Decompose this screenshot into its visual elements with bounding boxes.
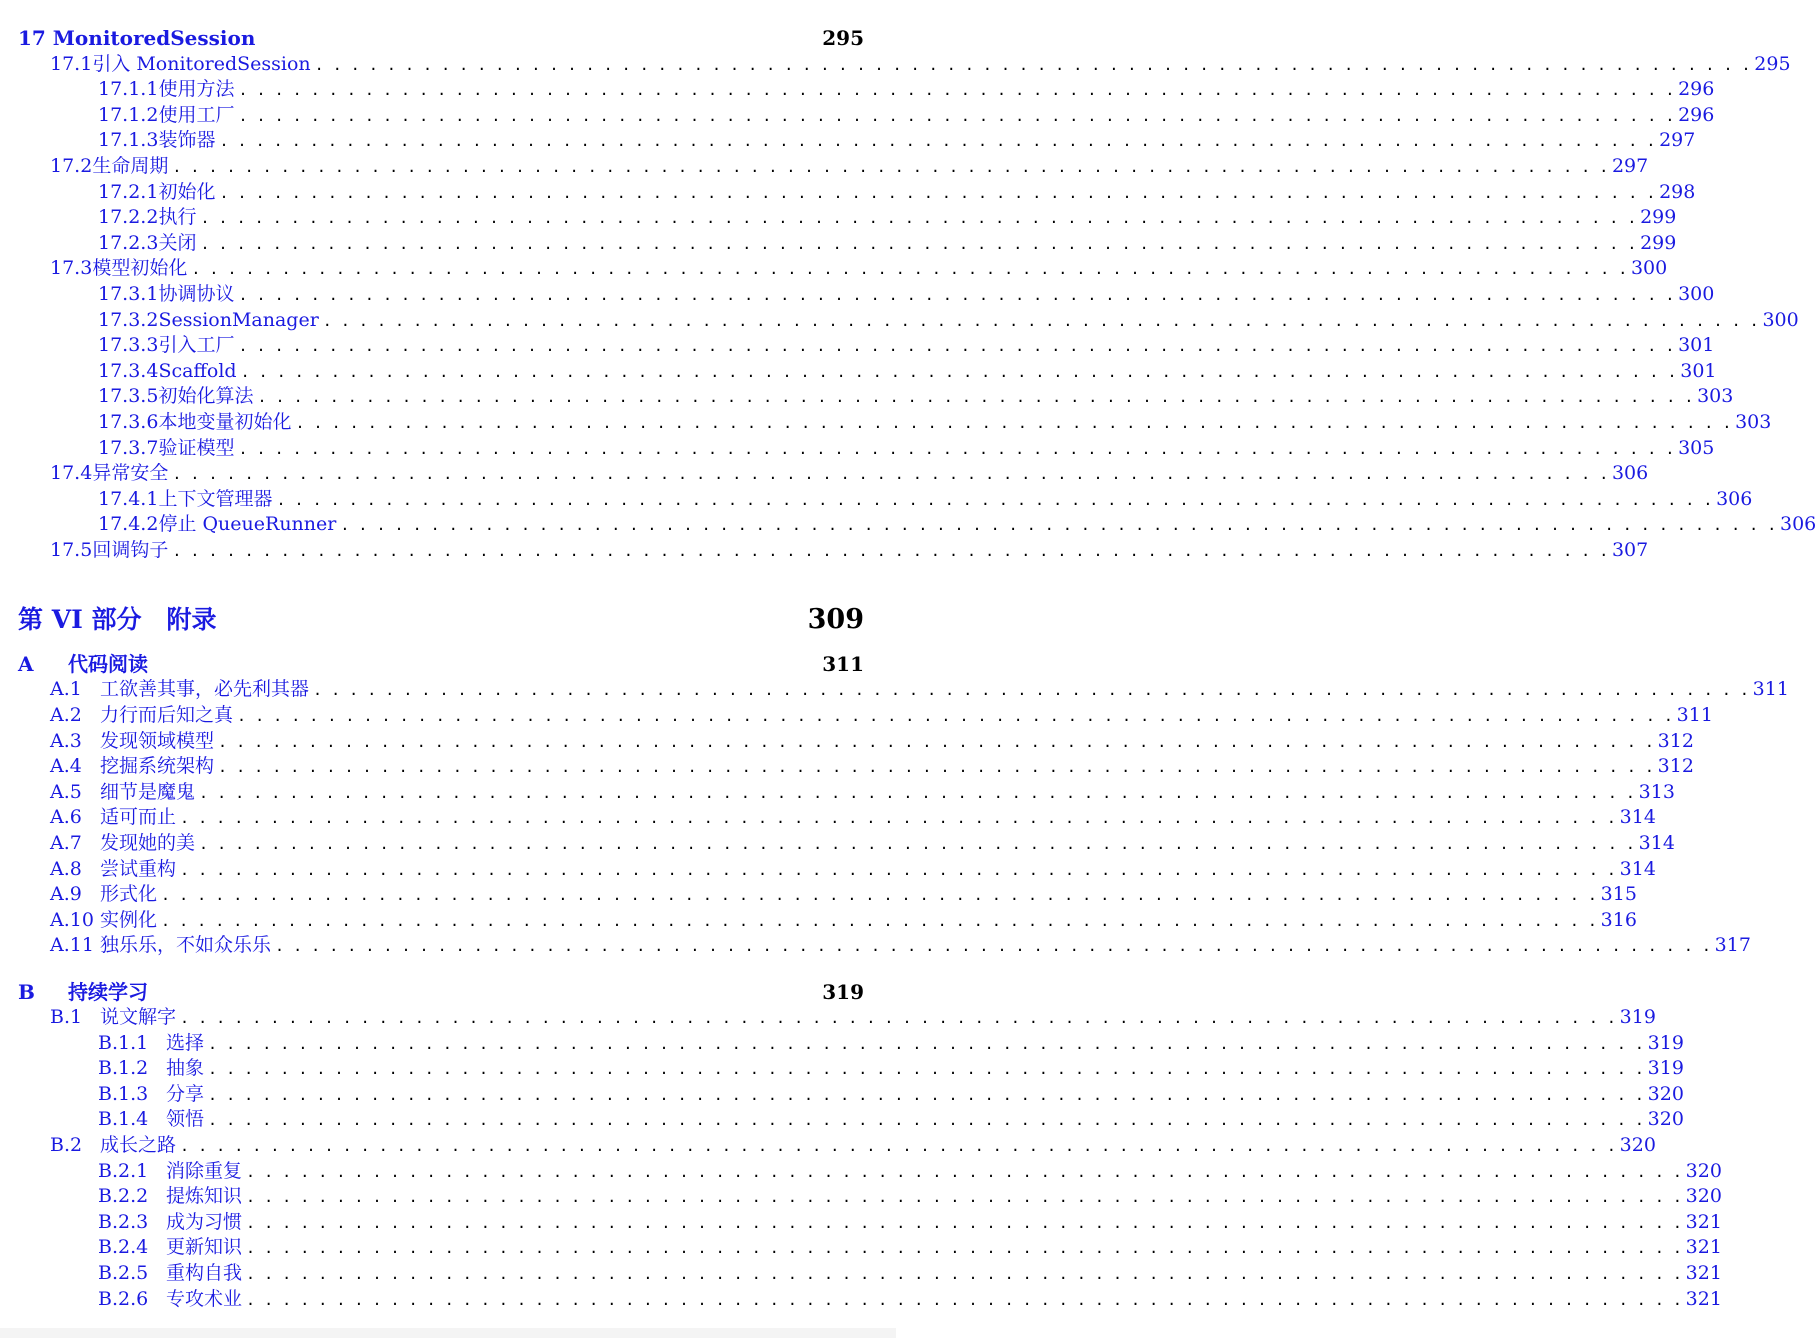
entry-title: 独乐乐，不如众乐乐: [100, 934, 272, 957]
entry-page: 314: [1619, 806, 1656, 829]
entry-number: B.2.5: [98, 1261, 149, 1284]
entry-page: 314: [1638, 832, 1675, 855]
entry-label: [98, 410, 295, 436]
entry-title: 领悟: [166, 1108, 205, 1131]
toc-entry[interactable]: [18, 77, 1715, 103]
entry-number: 17.3.4: [98, 359, 159, 382]
dot-leader: . . . . . . . . . . . . . . . . . . . . . . . . . . . . . . . . . . . . . . . . . . . . . . . . . . . . . . . . . . . . . . . . . . . . . . . . . . . . . . . .: [340, 516, 1777, 535]
toc-entry[interactable]: [18, 908, 1637, 934]
entry-label: [98, 359, 241, 385]
entry-title: 成为习惯: [166, 1210, 243, 1233]
entry-number: 17.3.7: [98, 436, 159, 459]
dot-leader: . . . . . . . . . . . . . . . . . . . . . . . . . . . . . . . . . . . . . . . . . . . . . . . . . . . . . . . . . . . . . . . . . . . . . . . . . . . . . . . .: [208, 1060, 1644, 1079]
entry-number: A.8: [50, 857, 82, 880]
dot-leader: . . . . . . . . . . . . . . . . . . . . . . . . . . . . . . . . . . . . . . . . . . . . . . . . . . . . . . . . . . . . . . . . . . . . . . . . . . . . . . . .: [314, 55, 1751, 74]
entry-number: A.2: [50, 704, 82, 727]
entry-label: [50, 780, 199, 806]
entry-number: 17.3.1: [98, 282, 159, 305]
entry-label: [50, 1133, 180, 1159]
entry-label: [98, 205, 200, 231]
entry-page: 321: [1685, 1261, 1722, 1284]
entry-number: A.10: [50, 908, 94, 931]
entry-title: 执行: [158, 206, 197, 229]
entry-label: [50, 908, 161, 934]
toc-entry[interactable]: [18, 231, 1677, 257]
dot-leader: . . . . . . . . . . . . . . . . . . . . . . . . . . . . . . . . . . . . . . . . . . . . . . . . . . . . . . . . . . . . . . . . . . . . . . . . . . . . . . . .: [246, 1162, 1682, 1181]
toc-entry[interactable]: [18, 1005, 1656, 1031]
dot-leader: . . . . . . . . . . . . . . . . . . . . . . . . . . . . . . . . . . . . . . . . . . . . . . . . . . . . . . . . . . . . . . . . . . . . . . . . . . . . . . . .: [218, 732, 1654, 751]
entry-label: [98, 180, 219, 206]
toc-entry[interactable]: [18, 857, 1656, 883]
entry-page: 314: [1619, 857, 1656, 880]
toc-entry[interactable]: [18, 729, 1694, 755]
entry-title: 使用方法: [158, 78, 235, 101]
entry-page: 320: [1685, 1185, 1722, 1208]
page-bottom-band: [0, 1328, 896, 1338]
entry-title: 成长之路: [100, 1133, 177, 1156]
dot-leader: . . . . . . . . . . . . . . . . . . . . . . . . . . . . . . . . . . . . . . . . . . . . . . . . . . . . . . . . . . . . . . . . . . . . . . . . . . . . . . . .: [208, 1034, 1644, 1053]
entry-title: 抽象: [166, 1057, 205, 1080]
dot-leader: . . . . . . . . . . . . . . . . . . . . . . . . . . . . . . . . . . . . . . . . . . . . . . . . . . . . . . . . . . . . . . . . . . . . . . . . . . . . . . . .: [246, 1213, 1682, 1232]
appendix-page: 311: [822, 652, 864, 677]
entry-number: A.6: [50, 806, 82, 829]
entry-title: 适可而止: [100, 806, 177, 829]
entry-page: 316: [1600, 908, 1637, 931]
entry-label: [50, 882, 161, 908]
entry-number: 17.2.1: [98, 180, 159, 203]
toc-entry[interactable]: [18, 205, 1677, 231]
entry-page: 306: [1780, 513, 1816, 536]
toc-entry[interactable]: [18, 677, 1789, 703]
dot-leader: . . . . . . . . . . . . . . . . . . . . . . . . . . . . . . . . . . . . . . . . . . . . . . . . . . . . . . . . . . . . . . . . . . . . . . . . . . . . . . . .: [238, 81, 1675, 100]
entry-page: 301: [1680, 359, 1717, 382]
toc-entry[interactable]: [18, 1031, 1684, 1057]
dot-leader: . . . . . . . . . . . . . . . . . . . . . . . . . . . . . . . . . . . . . . . . . . . . . . . . . . . . . . . . . . . . . . . . . . . . . . . . . . . . . . . .: [200, 209, 1637, 228]
entry-number: B.1.1: [98, 1031, 149, 1054]
chapter-page: 295: [822, 26, 864, 50]
dot-leader: . . . . . . . . . . . . . . . . . . . . . . . . . . . . . . . . . . . . . . . . . . . . . . . . . . . . . . . . . . . . . . . . . . . . . . . . . . . . . . . .: [191, 260, 1628, 279]
appendix-a-entries: [18, 677, 1789, 959]
appendix-letter: A: [18, 652, 34, 677]
entry-page: 300: [1762, 308, 1799, 331]
dot-leader: . . . . . . . . . . . . . . . . . . . . . . . . . . . . . . . . . . . . . . . . . . . . . . . . . . . . . . . . . . . . . . . . . . . . . . . . . . . . . . . .: [180, 809, 1616, 828]
toc-appendix-b[interactable]: [18, 979, 864, 1005]
entry-label: [98, 128, 219, 154]
entry-title: 初始化: [158, 180, 216, 203]
toc-entry[interactable]: [18, 1056, 1684, 1082]
toc-entry[interactable]: [18, 1210, 1722, 1236]
toc-entry[interactable]: [18, 333, 1715, 359]
entry-title: 发现她的美: [100, 832, 196, 855]
entry-number: A.1: [50, 678, 82, 701]
entry-title: 本地变量初始化: [158, 410, 292, 433]
dot-leader: . . . . . . . . . . . . . . . . . . . . . . . . . . . . . . . . . . . . . . . . . . . . . . . . . . . . . . . . . . . . . . . . . . . . . . . . . . . . . . . .: [275, 937, 1711, 956]
entry-title: 协调协议: [158, 282, 235, 305]
entry-title: 形式化: [100, 883, 158, 906]
dot-leader: . . . . . . . . . . . . . . . . . . . . . . . . . . . . . . . . . . . . . . . . . . . . . . . . . . . . . . . . . . . . . . . . . . . . . . . . . . . . . . . .: [161, 911, 1597, 930]
entry-page: 303: [1735, 410, 1772, 433]
entry-page: 300: [1678, 282, 1715, 305]
toc-page: [18, 26, 1816, 1312]
entry-label: [98, 1159, 246, 1185]
entry-number: A.9: [50, 883, 82, 906]
entry-page: 313: [1638, 780, 1675, 803]
toc-entry[interactable]: [18, 461, 1649, 487]
dot-leader: . . . . . . . . . . . . . . . . . . . . . . . . . . . . . . . . . . . . . . . . . . . . . . . . . . . . . . . . . . . . . . . . . . . . . . . . . . . . . . . .: [313, 681, 1749, 700]
entry-page: 295: [1754, 52, 1791, 75]
dot-leader: . . . . . . . . . . . . . . . . . . . . . . . . . . . . . . . . . . . . . . . . . . . . . . . . . . . . . . . . . . . . . . . . . . . . . . . . . . . . . . . .: [322, 311, 1759, 330]
toc-appendix-a[interactable]: [18, 651, 864, 677]
dot-leader: . . . . . . . . . . . . . . . . . . . . . . . . . . . . . . . . . . . . . . . . . . . . . . . . . . . . . . . . . . . . . . . . . . . . . . . . . . . . . . . .: [199, 835, 1635, 854]
toc-entry[interactable]: [18, 1159, 1722, 1185]
entry-page: 320: [1685, 1159, 1722, 1182]
entry-label: [50, 52, 315, 78]
entry-number: 17.4.2: [98, 513, 159, 536]
entry-number: 17.2.3: [98, 231, 159, 254]
entry-page: 306: [1716, 487, 1753, 510]
entry-title: 消除重复: [166, 1159, 243, 1182]
entry-title: 选择: [166, 1031, 205, 1054]
entry-number: B.2.6: [98, 1287, 149, 1310]
entry-page: 306: [1611, 462, 1649, 485]
toc-entry[interactable]: [18, 1107, 1684, 1133]
entry-title: 生命周期: [92, 154, 169, 177]
entry-number: 17.3.2: [98, 308, 159, 331]
dot-leader: . . . . . . . . . . . . . . . . . . . . . . . . . . . . . . . . . . . . . . . . . . . . . . . . . . . . . . . . . . . . . . . . . . . . . . . . . . . . . . . .: [237, 707, 1673, 726]
entry-title: 引入 MonitoredSession: [92, 52, 311, 75]
entry-number: A.4: [50, 755, 82, 778]
entry-page: 296: [1678, 78, 1715, 101]
toc-entry[interactable]: [18, 805, 1656, 831]
entry-title: 尝试重构: [100, 857, 177, 880]
entry-page: 297: [1611, 154, 1649, 177]
entry-label: [98, 1107, 208, 1133]
appendix-page: 319: [822, 980, 864, 1004]
toc-entry[interactable]: [18, 308, 1799, 334]
toc-entry[interactable]: [18, 103, 1715, 129]
toc-entry[interactable]: [18, 1184, 1722, 1210]
chapter-17-entries: [18, 52, 1816, 564]
toc-entry[interactable]: [18, 1133, 1656, 1159]
entry-label: [50, 703, 237, 729]
entry-label: [50, 729, 218, 755]
dot-leader: . . . . . . . . . . . . . . . . . . . . . . . . . . . . . . . . . . . . . . . . . . . . . . . . . . . . . . . . . . . . . . . . . . . . . . . . . . . . . . . .: [208, 1085, 1644, 1104]
entry-page: 312: [1657, 729, 1694, 752]
entry-label: [98, 1235, 246, 1261]
toc-entry[interactable]: [18, 256, 1668, 282]
toc-entry[interactable]: [18, 1261, 1722, 1287]
entry-label: [50, 754, 218, 780]
dot-leader: . . . . . . . . . . . . . . . . . . . . . . . . . . . . . . . . . . . . . . . . . . . . . . . . . . . . . . . . . . . . . . . . . . . . . . . . . . . . . . . .: [218, 758, 1654, 777]
entry-number: B.1.3: [98, 1082, 149, 1105]
entry-label: [98, 282, 238, 308]
entry-number: B.2.4: [98, 1236, 149, 1259]
entry-label: [98, 308, 323, 334]
entry-page: 299: [1640, 206, 1677, 229]
toc-part-6[interactable]: [18, 603, 864, 637]
entry-page: 319: [1619, 1006, 1656, 1028]
entry-page: 297: [1659, 129, 1696, 152]
part-page: 309: [807, 604, 864, 636]
entry-title: 装饰器: [158, 129, 216, 152]
entry-title: 发现领域模型: [100, 729, 215, 752]
dot-leader: . . . . . . . . . . . . . . . . . . . . . . . . . . . . . . . . . . . . . . . . . . . . . . . . . . . . . . . . . . . . . . . . . . . . . . . . . . . . . . . .: [240, 362, 1677, 381]
dot-leader: . . . . . . . . . . . . . . . . . . . . . . . . . . . . . . . . . . . . . . . . . . . . . . . . . . . . . . . . . . . . . . . . . . . . . . . . . . . . . . . .: [172, 541, 1609, 560]
dot-leader: . . . . . . . . . . . . . . . . . . . . . . . . . . . . . . . . . . . . . . . . . . . . . . . . . . . . . . . . . . . . . . . . . . . . . . . . . . . . . . . .: [238, 439, 1675, 458]
entry-page: 301: [1678, 334, 1715, 357]
entry-title: SessionManager: [158, 308, 319, 331]
entry-title: 异常安全: [92, 462, 169, 485]
dot-leader: . . . . . . . . . . . . . . . . . . . . . . . . . . . . . . . . . . . . . . . . . . . . . . . . . . . . . . . . . . . . . . . . . . . . . . . . . . . . . . . .: [180, 1136, 1616, 1155]
entry-label: [98, 1184, 246, 1210]
toc-entry[interactable]: [18, 154, 1649, 180]
entry-page: 311: [1676, 704, 1713, 727]
entry-title: 分享: [166, 1082, 205, 1105]
entry-title: 实例化: [100, 908, 158, 931]
entry-number: 17.3: [50, 257, 93, 280]
dot-leader: . . . . . . . . . . . . . . . . . . . . . . . . . . . . . . . . . . . . . . . . . . . . . . . . . . . . . . . . . . . . . . . . . . . . . . . . . . . . . . . .: [246, 1239, 1682, 1258]
entry-title: 停止 QueueRunner: [158, 513, 337, 536]
dot-leader: . . . . . . . . . . . . . . . . . . . . . . . . . . . . . . . . . . . . . . . . . . . . . . . . . . . . . . . . . . . . . . . . . . . . . . . . . . . . . . . .: [172, 157, 1609, 176]
entry-title: 初始化算法: [158, 385, 254, 408]
entry-label: [50, 677, 313, 703]
appendix-title: 代码阅读: [68, 652, 148, 677]
entry-page: 298: [1659, 180, 1696, 203]
entry-number: 17.5: [50, 538, 93, 561]
entry-number: A.3: [50, 729, 82, 752]
dot-leader: . . . . . . . . . . . . . . . . . . . . . . . . . . . . . . . . . . . . . . . . . . . . . . . . . . . . . . . . . . . . . . . . . . . . . . . . . . . . . . . .: [219, 132, 1656, 151]
toc-entry[interactable]: [18, 754, 1694, 780]
entry-page: 312: [1657, 755, 1694, 778]
toc-entry[interactable]: [18, 384, 1734, 410]
entry-page: 320: [1647, 1082, 1684, 1105]
entry-label: [98, 231, 200, 257]
entry-label: [98, 512, 340, 538]
appendix-title: 持续学习: [68, 980, 148, 1004]
entry-title: 专攻术业: [166, 1287, 243, 1310]
entry-title: 验证模型: [158, 436, 235, 459]
entry-title: 引入工厂: [158, 334, 235, 357]
entry-label: [98, 487, 276, 513]
toc-entry[interactable]: [18, 180, 1696, 206]
appendix-b-entries: [18, 1005, 1722, 1312]
part-title: 第 VI 部分 附录: [18, 605, 217, 635]
entry-page: 296: [1678, 103, 1715, 126]
entry-number: 17.3.6: [98, 410, 159, 433]
entry-page: 320: [1619, 1133, 1656, 1156]
toc-entry[interactable]: [18, 1082, 1684, 1108]
entry-title: 提炼知识: [166, 1185, 243, 1208]
entry-page: 307: [1611, 538, 1649, 561]
entry-page: 321: [1685, 1236, 1722, 1259]
entry-title: 更新知识: [166, 1236, 243, 1259]
dot-leader: . . . . . . . . . . . . . . . . . . . . . . . . . . . . . . . . . . . . . . . . . . . . . . . . . . . . . . . . . . . . . . . . . . . . . . . . . . . . . . . .: [276, 490, 1713, 509]
entry-label: [50, 831, 199, 857]
entry-label: [98, 333, 238, 359]
entry-title: 关闭: [158, 231, 197, 254]
dot-leader: . . . . . . . . . . . . . . . . . . . . . . . . . . . . . . . . . . . . . . . . . . . . . . . . . . . . . . . . . . . . . . . . . . . . . . . . . . . . . . . .: [257, 388, 1694, 407]
appendix-a-heading: [18, 651, 148, 677]
entry-label: [98, 1287, 246, 1313]
toc-entry[interactable]: [18, 359, 1717, 385]
entry-title: 使用工厂: [158, 103, 235, 126]
appendix-letter: B: [18, 980, 35, 1004]
entry-number: 17.1: [50, 52, 93, 75]
entry-label: [50, 857, 180, 883]
toc-entry[interactable]: [18, 882, 1637, 908]
entry-label: [50, 538, 172, 564]
entry-label: [50, 461, 172, 487]
entry-number: 17.2.2: [98, 206, 159, 229]
entry-label: [98, 436, 238, 462]
entry-label: [98, 1031, 208, 1057]
dot-leader: . . . . . . . . . . . . . . . . . . . . . . . . . . . . . . . . . . . . . . . . . . . . . . . . . . . . . . . . . . . . . . . . . . . . . . . . . . . . . . . .: [238, 337, 1675, 356]
entry-label: [50, 154, 172, 180]
toc-entry[interactable]: [18, 703, 1713, 729]
entry-number: A.7: [50, 832, 82, 855]
dot-leader: . . . . . . . . . . . . . . . . . . . . . . . . . . . . . . . . . . . . . . . . . . . . . . . . . . . . . . . . . . . . . . . . . . . . . . . . . . . . . . . .: [238, 106, 1675, 125]
entry-label: [50, 933, 275, 959]
entry-title: 重构自我: [166, 1261, 243, 1284]
toc-entry[interactable]: [18, 282, 1715, 308]
entry-number: 17.4: [50, 462, 93, 485]
entry-title: 工欲善其事，必先利其器: [100, 678, 310, 701]
entry-page: 305: [1678, 436, 1715, 459]
entry-page: 300: [1630, 257, 1668, 280]
entry-number: A.5: [50, 780, 82, 803]
toc-entry[interactable]: [18, 410, 1772, 436]
dot-leader: . . . . . . . . . . . . . . . . . . . . . . . . . . . . . . . . . . . . . . . . . . . . . . . . . . . . . . . . . . . . . . . . . . . . . . . . . . . . . . . .: [200, 234, 1637, 253]
toc-chapter-17[interactable]: [18, 26, 864, 52]
toc-entry[interactable]: [18, 487, 1753, 513]
entry-number: B.1.4: [98, 1108, 149, 1131]
entry-page: 321: [1685, 1210, 1722, 1233]
dot-leader: . . . . . . . . . . . . . . . . . . . . . . . . . . . . . . . . . . . . . . . . . . . . . . . . . . . . . . . . . . . . . . . . . . . . . . . . . . . . . . . .: [172, 465, 1609, 484]
dot-leader: . . . . . . . . . . . . . . . . . . . . . . . . . . . . . . . . . . . . . . . . . . . . . . . . . . . . . . . . . . . . . . . . . . . . . . . . . . . . . . . .: [180, 860, 1616, 879]
entry-page: 303: [1697, 385, 1734, 408]
entry-label: [98, 384, 257, 410]
entry-title: 力行而后知之真: [100, 704, 234, 727]
entry-number: 17.1.1: [98, 78, 159, 101]
toc-entry[interactable]: [18, 128, 1696, 154]
dot-leader: . . . . . . . . . . . . . . . . . . . . . . . . . . . . . . . . . . . . . . . . . . . . . . . . . . . . . . . . . . . . . . . . . . . . . . . . . . . . . . . .: [219, 183, 1656, 202]
dot-leader: . . . . . . . . . . . . . . . . . . . . . . . . . . . . . . . . . . . . . . . . . . . . . . . . . . . . . . . . . . . . . . . . . . . . . . . . . . . . . . . .: [208, 1111, 1644, 1130]
entry-label: [98, 1261, 246, 1287]
entry-title: 上下文管理器: [158, 487, 273, 510]
entry-number: 17.2: [50, 154, 93, 177]
entry-number: A.11: [50, 934, 94, 957]
entry-page: 321: [1685, 1287, 1722, 1310]
chapter-title: 17 MonitoredSession: [18, 26, 259, 52]
entry-number: B.2.3: [98, 1210, 149, 1233]
entry-number: B.2.2: [98, 1185, 149, 1208]
entry-number: 17.3.5: [98, 385, 159, 408]
entry-number: B.1: [50, 1006, 83, 1028]
entry-page: 319: [1647, 1057, 1684, 1080]
entry-title: 挖掘系统架构: [100, 755, 215, 778]
toc-entry[interactable]: [18, 436, 1715, 462]
entry-label: [50, 1005, 180, 1031]
appendix-b-heading: [18, 979, 148, 1005]
dot-leader: . . . . . . . . . . . . . . . . . . . . . . . . . . . . . . . . . . . . . . . . . . . . . . . . . . . . . . . . . . . . . . . . . . . . . . . . . . . . . . . .: [246, 1290, 1682, 1309]
entry-number: B.2: [50, 1133, 83, 1156]
entry-title: 回调钩子: [92, 538, 169, 561]
entry-label: [98, 103, 238, 129]
dot-leader: . . . . . . . . . . . . . . . . . . . . . . . . . . . . . . . . . . . . . . . . . . . . . . . . . . . . . . . . . . . . . . . . . . . . . . . . . . . . . . . .: [180, 1009, 1616, 1027]
entry-label: [98, 1056, 208, 1082]
entry-number: 17.1.2: [98, 103, 159, 126]
dot-leader: . . . . . . . . . . . . . . . . . . . . . . . . . . . . . . . . . . . . . . . . . . . . . . . . . . . . . . . . . . . . . . . . . . . . . . . . . . . . . . . .: [199, 783, 1635, 802]
entry-number: 17.3.3: [98, 334, 159, 357]
toc-entry[interactable]: [18, 780, 1675, 806]
entry-page: 317: [1714, 934, 1751, 957]
toc-entry[interactable]: [18, 538, 1649, 564]
entry-label: [98, 1082, 208, 1108]
toc-entry[interactable]: [18, 512, 1816, 538]
toc-entry[interactable]: [18, 1235, 1722, 1261]
entry-label: [98, 77, 238, 103]
toc-entry[interactable]: [18, 1287, 1722, 1313]
entry-title: 说文解字: [100, 1006, 177, 1028]
dot-leader: . . . . . . . . . . . . . . . . . . . . . . . . . . . . . . . . . . . . . . . . . . . . . . . . . . . . . . . . . . . . . . . . . . . . . . . . . . . . . . . .: [161, 886, 1597, 905]
dot-leader: . . . . . . . . . . . . . . . . . . . . . . . . . . . . . . . . . . . . . . . . . . . . . . . . . . . . . . . . . . . . . . . . . . . . . . . . . . . . . . . .: [295, 413, 1732, 432]
entry-page: 315: [1600, 883, 1637, 906]
toc-entry[interactable]: [18, 52, 1791, 78]
entry-label: [50, 256, 191, 282]
entry-title: Scaffold: [158, 359, 237, 382]
entry-number: 17.4.1: [98, 487, 159, 510]
dot-leader: . . . . . . . . . . . . . . . . . . . . . . . . . . . . . . . . . . . . . . . . . . . . . . . . . . . . . . . . . . . . . . . . . . . . . . . . . . . . . . . .: [246, 1188, 1682, 1207]
entry-number: B.2.1: [98, 1159, 149, 1182]
dot-leader: . . . . . . . . . . . . . . . . . . . . . . . . . . . . . . . . . . . . . . . . . . . . . . . . . . . . . . . . . . . . . . . . . . . . . . . . . . . . . . . .: [238, 285, 1675, 304]
dot-leader: . . . . . . . . . . . . . . . . . . . . . . . . . . . . . . . . . . . . . . . . . . . . . . . . . . . . . . . . . . . . . . . . . . . . . . . . . . . . . . . .: [246, 1264, 1682, 1283]
entry-label: [50, 805, 180, 831]
entry-label: [98, 1210, 246, 1236]
entry-number: B.1.2: [98, 1057, 149, 1080]
toc-entry[interactable]: [18, 831, 1675, 857]
toc-entry[interactable]: [18, 933, 1751, 959]
entry-title: 细节是魔鬼: [100, 780, 196, 803]
entry-title: 模型初始化: [92, 257, 188, 280]
entry-page: 311: [1752, 678, 1789, 701]
entry-page: 319: [1647, 1031, 1684, 1054]
entry-number: 17.1.3: [98, 129, 159, 152]
entry-page: 299: [1640, 231, 1677, 254]
entry-page: 320: [1647, 1108, 1684, 1131]
